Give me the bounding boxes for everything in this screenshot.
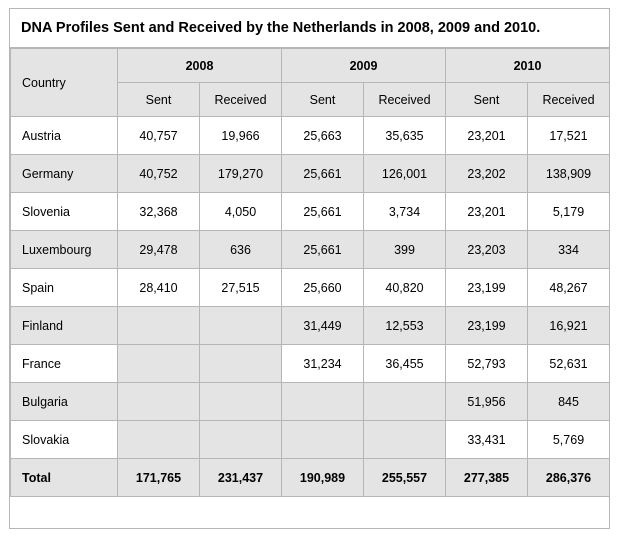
- cell-2009-received: 399: [364, 231, 446, 269]
- cell-2008-received: [200, 383, 282, 421]
- cell-2010-received: 16,921: [528, 307, 610, 345]
- table-row: [11, 383, 610, 421]
- cell-country: Bulgaria: [11, 383, 118, 421]
- cell-2010-sent: 23,203: [446, 231, 528, 269]
- cell-2008-sent: 40,757: [118, 117, 200, 155]
- cell-2009-received: 35,635: [364, 117, 446, 155]
- table-row: [11, 421, 610, 459]
- cell-2009-sent: 25,661: [282, 193, 364, 231]
- table-row: [11, 193, 610, 231]
- table-row: [11, 269, 610, 307]
- column-header-2008-received: Received: [200, 83, 282, 117]
- cell-2010-received: 138,909: [528, 155, 610, 193]
- cell-2010-sent: 52,793: [446, 345, 528, 383]
- column-header-2009-received: Received: [364, 83, 446, 117]
- column-header-year-2008: 2008: [118, 49, 282, 83]
- cell-total-2009-sent: 190,989: [282, 459, 364, 497]
- cell-2008-received: 636: [200, 231, 282, 269]
- dna-profiles-table: [10, 48, 610, 497]
- cell-2010-received: 48,267: [528, 269, 610, 307]
- cell-2010-sent: 23,201: [446, 193, 528, 231]
- cell-country: Austria: [11, 117, 118, 155]
- cell-2010-received: 52,631: [528, 345, 610, 383]
- cell-2010-received: 845: [528, 383, 610, 421]
- cell-2008-sent: [118, 421, 200, 459]
- cell-2008-sent: 40,752: [118, 155, 200, 193]
- cell-2008-sent: 32,368: [118, 193, 200, 231]
- cell-2009-sent: 25,661: [282, 231, 364, 269]
- cell-total-2010-sent: 277,385: [446, 459, 528, 497]
- cell-2010-received: 5,769: [528, 421, 610, 459]
- cell-2008-received: 179,270: [200, 155, 282, 193]
- cell-2008-sent: [118, 383, 200, 421]
- table-row: [11, 117, 610, 155]
- cell-total-2008-sent: 171,765: [118, 459, 200, 497]
- cell-2008-received: [200, 345, 282, 383]
- table-row: [11, 345, 610, 383]
- cell-total-2009-received: 255,557: [364, 459, 446, 497]
- header-row-years: [11, 49, 610, 83]
- cell-2009-received: 3,734: [364, 193, 446, 231]
- column-header-year-2010: 2010: [446, 49, 610, 83]
- cell-2009-received: 126,001: [364, 155, 446, 193]
- table-header: [11, 49, 610, 117]
- cell-2009-sent: [282, 383, 364, 421]
- cell-country: Germany: [11, 155, 118, 193]
- cell-2009-sent: 25,660: [282, 269, 364, 307]
- cell-country: Luxembourg: [11, 231, 118, 269]
- cell-2008-received: 4,050: [200, 193, 282, 231]
- table-card: [9, 8, 610, 529]
- cell-2008-sent: [118, 307, 200, 345]
- cell-total-label: Total: [11, 459, 118, 497]
- cell-2010-sent: 23,199: [446, 307, 528, 345]
- table-row-total: [11, 459, 610, 497]
- cell-2009-sent: 31,449: [282, 307, 364, 345]
- column-header-2009-sent: Sent: [282, 83, 364, 117]
- table-body: [11, 117, 610, 497]
- cell-2009-received: [364, 421, 446, 459]
- cell-2010-sent: 23,202: [446, 155, 528, 193]
- cell-2009-received: [364, 383, 446, 421]
- column-header-2010-sent: Sent: [446, 83, 528, 117]
- cell-country: Slovenia: [11, 193, 118, 231]
- cell-country: France: [11, 345, 118, 383]
- cell-2008-received: [200, 307, 282, 345]
- cell-2008-sent: [118, 345, 200, 383]
- column-header-year-2009: 2009: [282, 49, 446, 83]
- cell-2008-received: 19,966: [200, 117, 282, 155]
- cell-country: Slovakia: [11, 421, 118, 459]
- cell-2009-received: 36,455: [364, 345, 446, 383]
- cell-2009-received: 40,820: [364, 269, 446, 307]
- cell-2010-sent: 33,431: [446, 421, 528, 459]
- cell-2008-sent: 28,410: [118, 269, 200, 307]
- cell-total-2008-received: 231,437: [200, 459, 282, 497]
- column-header-country: Country: [11, 49, 118, 117]
- cell-2010-received: 17,521: [528, 117, 610, 155]
- table-row: [11, 155, 610, 193]
- cell-country: Spain: [11, 269, 118, 307]
- table-row: [11, 307, 610, 345]
- cell-2009-sent: 25,661: [282, 155, 364, 193]
- cell-2010-received: 334: [528, 231, 610, 269]
- cell-2009-sent: 25,663: [282, 117, 364, 155]
- cell-2009-sent: [282, 421, 364, 459]
- cell-2010-sent: 23,201: [446, 117, 528, 155]
- column-header-2008-sent: Sent: [118, 83, 200, 117]
- column-header-2010-received: Received: [528, 83, 610, 117]
- cell-2009-received: 12,553: [364, 307, 446, 345]
- cell-2010-sent: 51,956: [446, 383, 528, 421]
- cell-2010-received: 5,179: [528, 193, 610, 231]
- cell-country: Finland: [11, 307, 118, 345]
- cell-2008-received: 27,515: [200, 269, 282, 307]
- cell-2008-sent: 29,478: [118, 231, 200, 269]
- cell-2009-sent: 31,234: [282, 345, 364, 383]
- cell-2010-sent: 23,199: [446, 269, 528, 307]
- page-title: DNA Profiles Sent and Received by the Netherlands in 2008, 2009 and 2010.: [10, 9, 609, 48]
- cell-total-2010-received: 286,376: [528, 459, 610, 497]
- cell-2008-received: [200, 421, 282, 459]
- table-row: [11, 231, 610, 269]
